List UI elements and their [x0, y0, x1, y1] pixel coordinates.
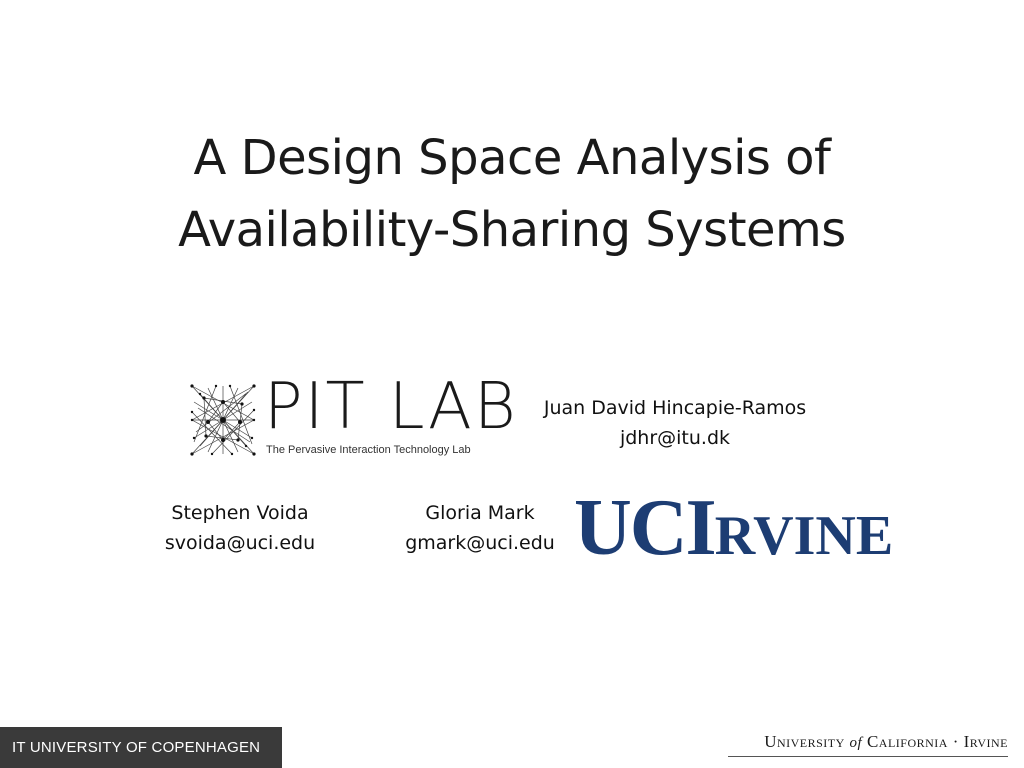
slide-title — [0, 122, 1024, 266]
author-name: Gloria Mark — [425, 502, 535, 524]
uci-logo-part2: RVINE — [714, 505, 894, 567]
author-juan — [520, 393, 830, 453]
uc-irvine-logo — [574, 484, 894, 572]
author-email: svoida@uci.edu — [164, 532, 316, 554]
pitlab-wordmark: PIT LAB — [264, 370, 518, 444]
author-name: Juan David Hincapie-Ramos — [543, 397, 807, 419]
author-email: gmark@uci.edu — [405, 532, 555, 554]
title-line-1: A Design Space Analysis of — [193, 130, 831, 186]
author-name: Stephen Voida — [171, 502, 309, 524]
uci-footer-wordmark — [764, 732, 1008, 752]
itu-footer-banner: IT UNIVERSITY OF COPENHAGEN — [0, 727, 282, 768]
author-email: jdhr@itu.dk — [619, 427, 731, 449]
uci-logo-part1: UCI — [574, 484, 715, 572]
pitlab-tagline: The Pervasive Interaction Technology Lab — [266, 444, 471, 456]
pitlab-logo — [188, 370, 518, 462]
footer-right-of: of — [849, 735, 863, 751]
author-gloria — [390, 498, 570, 558]
title-line-2: Availability-Sharing Systems — [178, 202, 846, 258]
network-mesh-icon — [188, 382, 258, 458]
footer-right-part1: University — [764, 732, 845, 751]
author-stephen — [140, 498, 340, 558]
footer-divider — [728, 756, 1008, 757]
footer-right-part2: California · Irvine — [866, 732, 1008, 751]
